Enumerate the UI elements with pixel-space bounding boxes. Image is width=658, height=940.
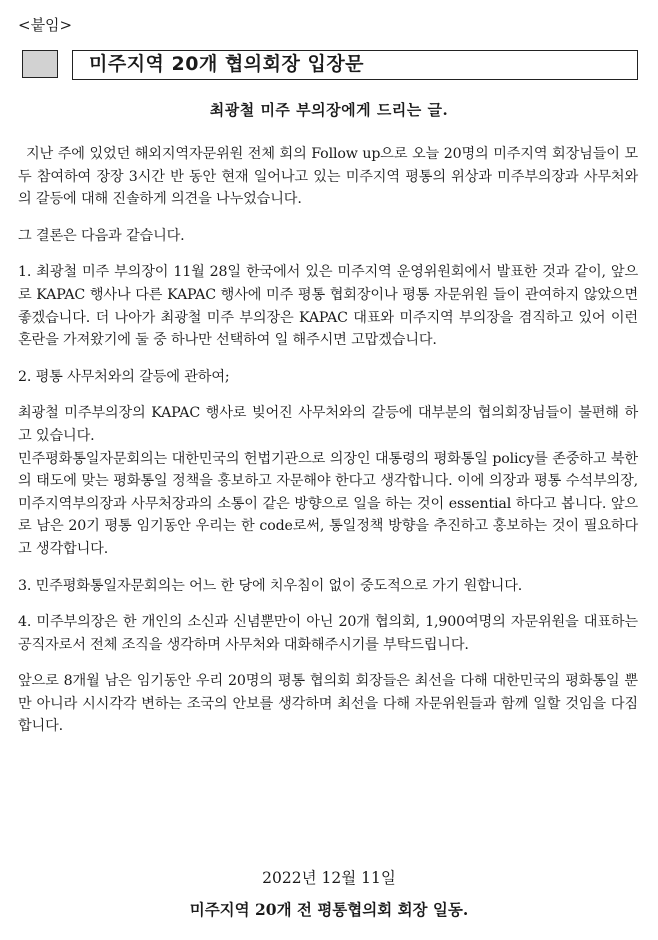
point-2-paragraph-b: 민주평화통일자문회의는 대한민국의 헌법기관으로 의장인 대통령의 평화통일 policy를 존중하고 북한의 태도에 맞는 평화통일 정책을 홍보하고 자문해야 한다고 생각합니다. 이에 의장과 평통 수석부의장, 미주지역부의장과 사무처장과의 소통이 같은 방향으로 일을 하는 것이 essential 하다고 봅니다. 앞으로 남은 20기 평통 임기동안 우리는 한 code로써, 통일정책 방향을 추진하고 홍보하는 것이 필요하다고 생각합니다. — [18, 450, 638, 557]
intro-paragraph: 지난 주에 있었던 해외지역자문위원 전체 회의 Follow up으로 오늘 20명의 미주지역 회장님들이 모두 참여하여 장장 3시간 반 동안 현재 일어나고 있는 미주지역 평통의 위상과 미주부의장과 사무처와의 갈등에 대해 진솔하게 의견을 나누었습니다. — [18, 146, 638, 208]
letter-signature: 미주지역 20개 전 평통협의회 회장 일동. — [189, 900, 469, 919]
section-marker-box — [22, 50, 58, 78]
point-2-heading: 2. 평통 사무처와의 갈등에 관하여; — [18, 368, 230, 385]
attachment-label: <붙임> — [18, 16, 73, 34]
point-3-paragraph: 3. 민주평화통일자문회의는 어느 한 당에 치우침이 없이 중도적으로 가기 원합니다. — [18, 577, 523, 594]
document-title: 미주지역 20개 협의회장 입장문 — [72, 50, 638, 80]
point-1-paragraph: 1. 최광철 미주 부의장이 11월 28일 한국에서 있은 미주지역 운영위원회에서 발표한 것과 같이, 앞으로 KAPAC 행사나 다른 KAPAC 행사에 미주 평통 협회장이나 평통 자문위원 들이 관여하지 않았으면 좋겠습니다. 더 나아가 최광철 미주 부의장은 KAPAC 대표와 미주지역 부의장을 겸직하고 있어 이런 혼란을 가져왔기에 둘 중 하나만 선택하여 일 해주시면 고맙겠습니다. — [18, 264, 638, 349]
conclusion-lead: 그 결론은 다음과 같습니다. — [18, 227, 185, 244]
letter-body — [18, 143, 638, 752]
point-4-paragraph: 4. 미주부의장은 한 개인의 소신과 신념뿐만이 아닌 20개 협의회, 1,900여명의 자문위원을 대표하는 공직자로서 전체 조직을 생각하며 사무처와 대화해주시기를 부탁드립니다. — [18, 614, 638, 653]
closing-paragraph: 앞으로 8개월 남은 임기동안 우리 20명의 평통 협의회 회장들은 최선을 다해 대한민국의 평화통일 뿐만 아니라 시시각각 변하는 조국의 안보를 생각하며 최선을 다해 자문위원들과 함께 일할 것임을 다짐합니다. — [18, 673, 638, 735]
point-2-paragraph-a: 최광철 미주부의장의 KAPAC 행사로 빚어진 사무처와의 갈등에 대부분의 협의회장님들이 불편해 하고 있습니다. — [18, 405, 638, 444]
letter-date: 2022년 12월 11일 — [262, 869, 396, 887]
letter-subtitle: 최광철 미주 부의장에게 드리는 글. — [209, 101, 449, 119]
